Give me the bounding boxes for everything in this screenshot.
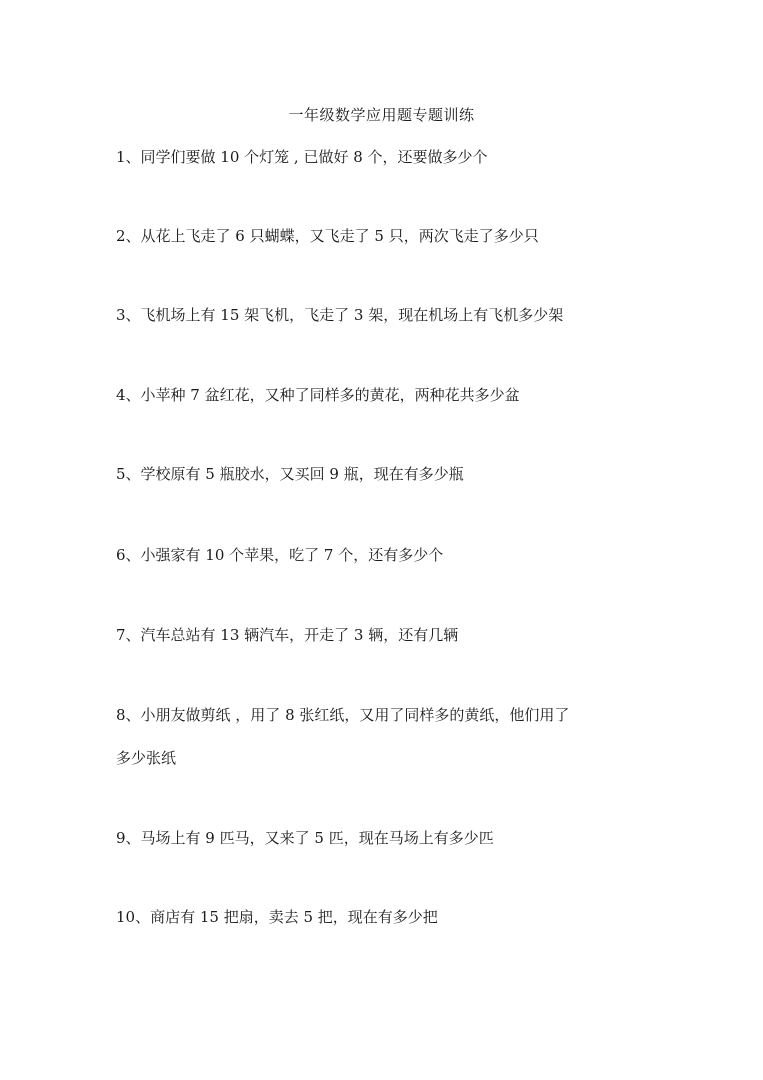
question-4: 4、小苹种 7 盆红花，又种了同样多的黄花，两种花共多少盆: [116, 386, 520, 404]
question-10: 10、商店有 15 把扇，卖去 5 把，现在有多少把: [116, 908, 438, 926]
question-7: 7、汽车总站有 13 辆汽车，开走了 3 辆，还有几辆: [116, 626, 459, 644]
question-1: 1、同学们要做 10 个灯笼 , 已做好 8 个，还要做多少个: [116, 148, 488, 166]
question-2: 2、从花上飞走了 6 只蝴蝶，又飞走了 5 只，两次飞走了多少只: [116, 227, 539, 245]
page-title: 一年级数学应用题专题训练: [288, 106, 475, 124]
question-8: 8、小朋友做剪纸 ，用了 8 张红纸，又用了同样多的黄纸，他们用了: [116, 706, 570, 724]
question-8-continuation: 多少张纸: [116, 749, 177, 767]
question-3: 3、飞机场上有 15 架飞机，飞走了 3 架，现在机场上有飞机多少架: [116, 306, 564, 324]
question-6: 6、小强家有 10 个苹果，吃了 7 个，还有多少个: [116, 546, 444, 564]
question-9: 9、马场上有 9 匹马，又来了 5 匹，现在马场上有多少匹: [116, 829, 494, 847]
question-5: 5、学校原有 5 瓶胶水，又买回 9 瓶，现在有多少瓶: [116, 465, 464, 483]
